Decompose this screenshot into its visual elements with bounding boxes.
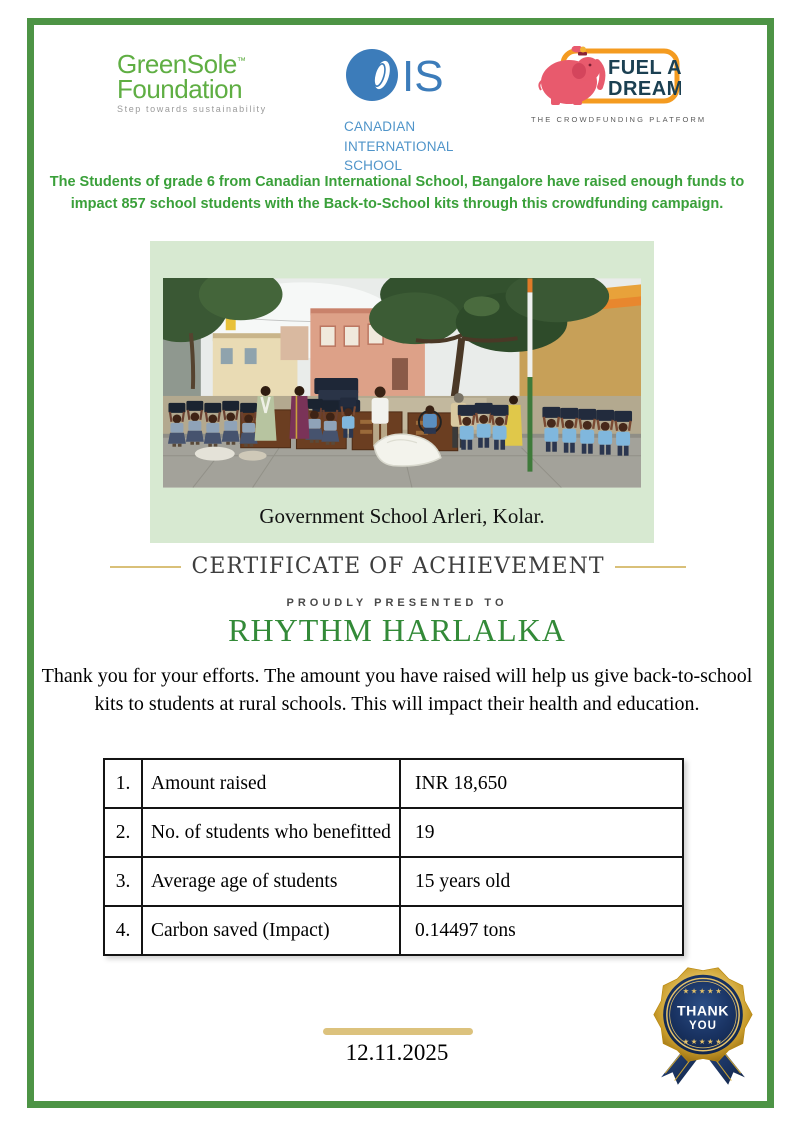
badge-stars-top: ★★★★★ <box>682 986 724 996</box>
row-label: Carbon saved (Impact) <box>142 906 400 955</box>
row-number: 2. <box>104 808 142 857</box>
badge-stars-bottom: ★★★★★ <box>682 1036 724 1046</box>
row-label: No. of students who benefitted <box>142 808 400 857</box>
row-number: 4. <box>104 906 142 955</box>
cis-monogram: IS <box>402 52 444 101</box>
greensole-wordmark <box>117 49 267 104</box>
certificate-title-row <box>110 554 686 579</box>
row-value: INR 18,650 <box>400 759 683 808</box>
fuel-a-dream-mark-icon <box>531 46 681 108</box>
greensole-logo <box>117 49 267 115</box>
cis-word-line2: INTERNATIONAL <box>344 138 454 154</box>
trademark-symbol: ™ <box>236 55 246 66</box>
recipient-name: RHYTHM HARLALKA <box>228 612 566 648</box>
table-row <box>104 906 683 955</box>
row-value: 19 <box>400 808 683 857</box>
table-row <box>104 857 683 906</box>
gold-divider <box>323 1028 473 1035</box>
campaign-statement: The Students of grade 6 from Canadian International School, Bangalore have raised enough funds to impact 857 school students with the Back-to-School kits through this crowdfunding campaign. <box>49 174 745 212</box>
cis-wordmark <box>344 117 464 176</box>
table-row <box>104 808 683 857</box>
fad-word-line2: DREAM <box>608 78 681 100</box>
gold-line-right <box>615 566 686 568</box>
school-photo <box>163 278 641 488</box>
school-photo-illustration <box>163 278 641 488</box>
badge-line1: THANK <box>676 1002 730 1019</box>
certificate-title: CERTIFICATE OF ACHIEVEMENT <box>191 554 605 579</box>
row-number: 1. <box>104 759 142 808</box>
table-row <box>104 759 683 808</box>
photo-card <box>150 241 654 543</box>
row-number: 3. <box>104 857 142 906</box>
fuel-a-dream-logo <box>531 46 707 124</box>
row-label: Average age of students <box>142 857 400 906</box>
greensole-name-line1: GreenSole <box>117 49 237 79</box>
cis-word-line3: SCHOOL <box>344 158 403 174</box>
greensole-tagline: Step towards sustainability <box>117 104 267 115</box>
row-value: 15 years old <box>400 857 683 906</box>
cis-logo-mark-icon <box>344 44 464 106</box>
presented-label: PROUDLY PRESENTED TO <box>286 597 508 609</box>
photo-caption: Government School Arleri, Kolar. <box>259 504 545 528</box>
row-value: 0.14497 tons <box>400 906 683 955</box>
impact-table <box>103 758 684 956</box>
row-label: Amount raised <box>142 759 400 808</box>
thank-you-badge-icon <box>640 958 766 1090</box>
certificate-date: 12.11.2025 <box>345 1040 449 1065</box>
fuel-a-dream-tagline: THE CROWDFUNDING PLATFORM <box>531 115 707 124</box>
badge-line2: YOU <box>688 1020 718 1033</box>
cis-logo <box>344 44 464 176</box>
thank-you-message: Thank you for your efforts. The amount you have raised will help us give back-to-school kits to students at rural schools. This will impact their health and education. <box>41 665 753 716</box>
cis-word-line1: CANADIAN <box>344 119 416 134</box>
fad-word-line1: FUEL A <box>608 57 681 79</box>
gold-line-left <box>110 566 181 568</box>
thank-you-badge <box>640 958 766 1090</box>
greensole-name-line2: Foundation <box>117 73 243 104</box>
